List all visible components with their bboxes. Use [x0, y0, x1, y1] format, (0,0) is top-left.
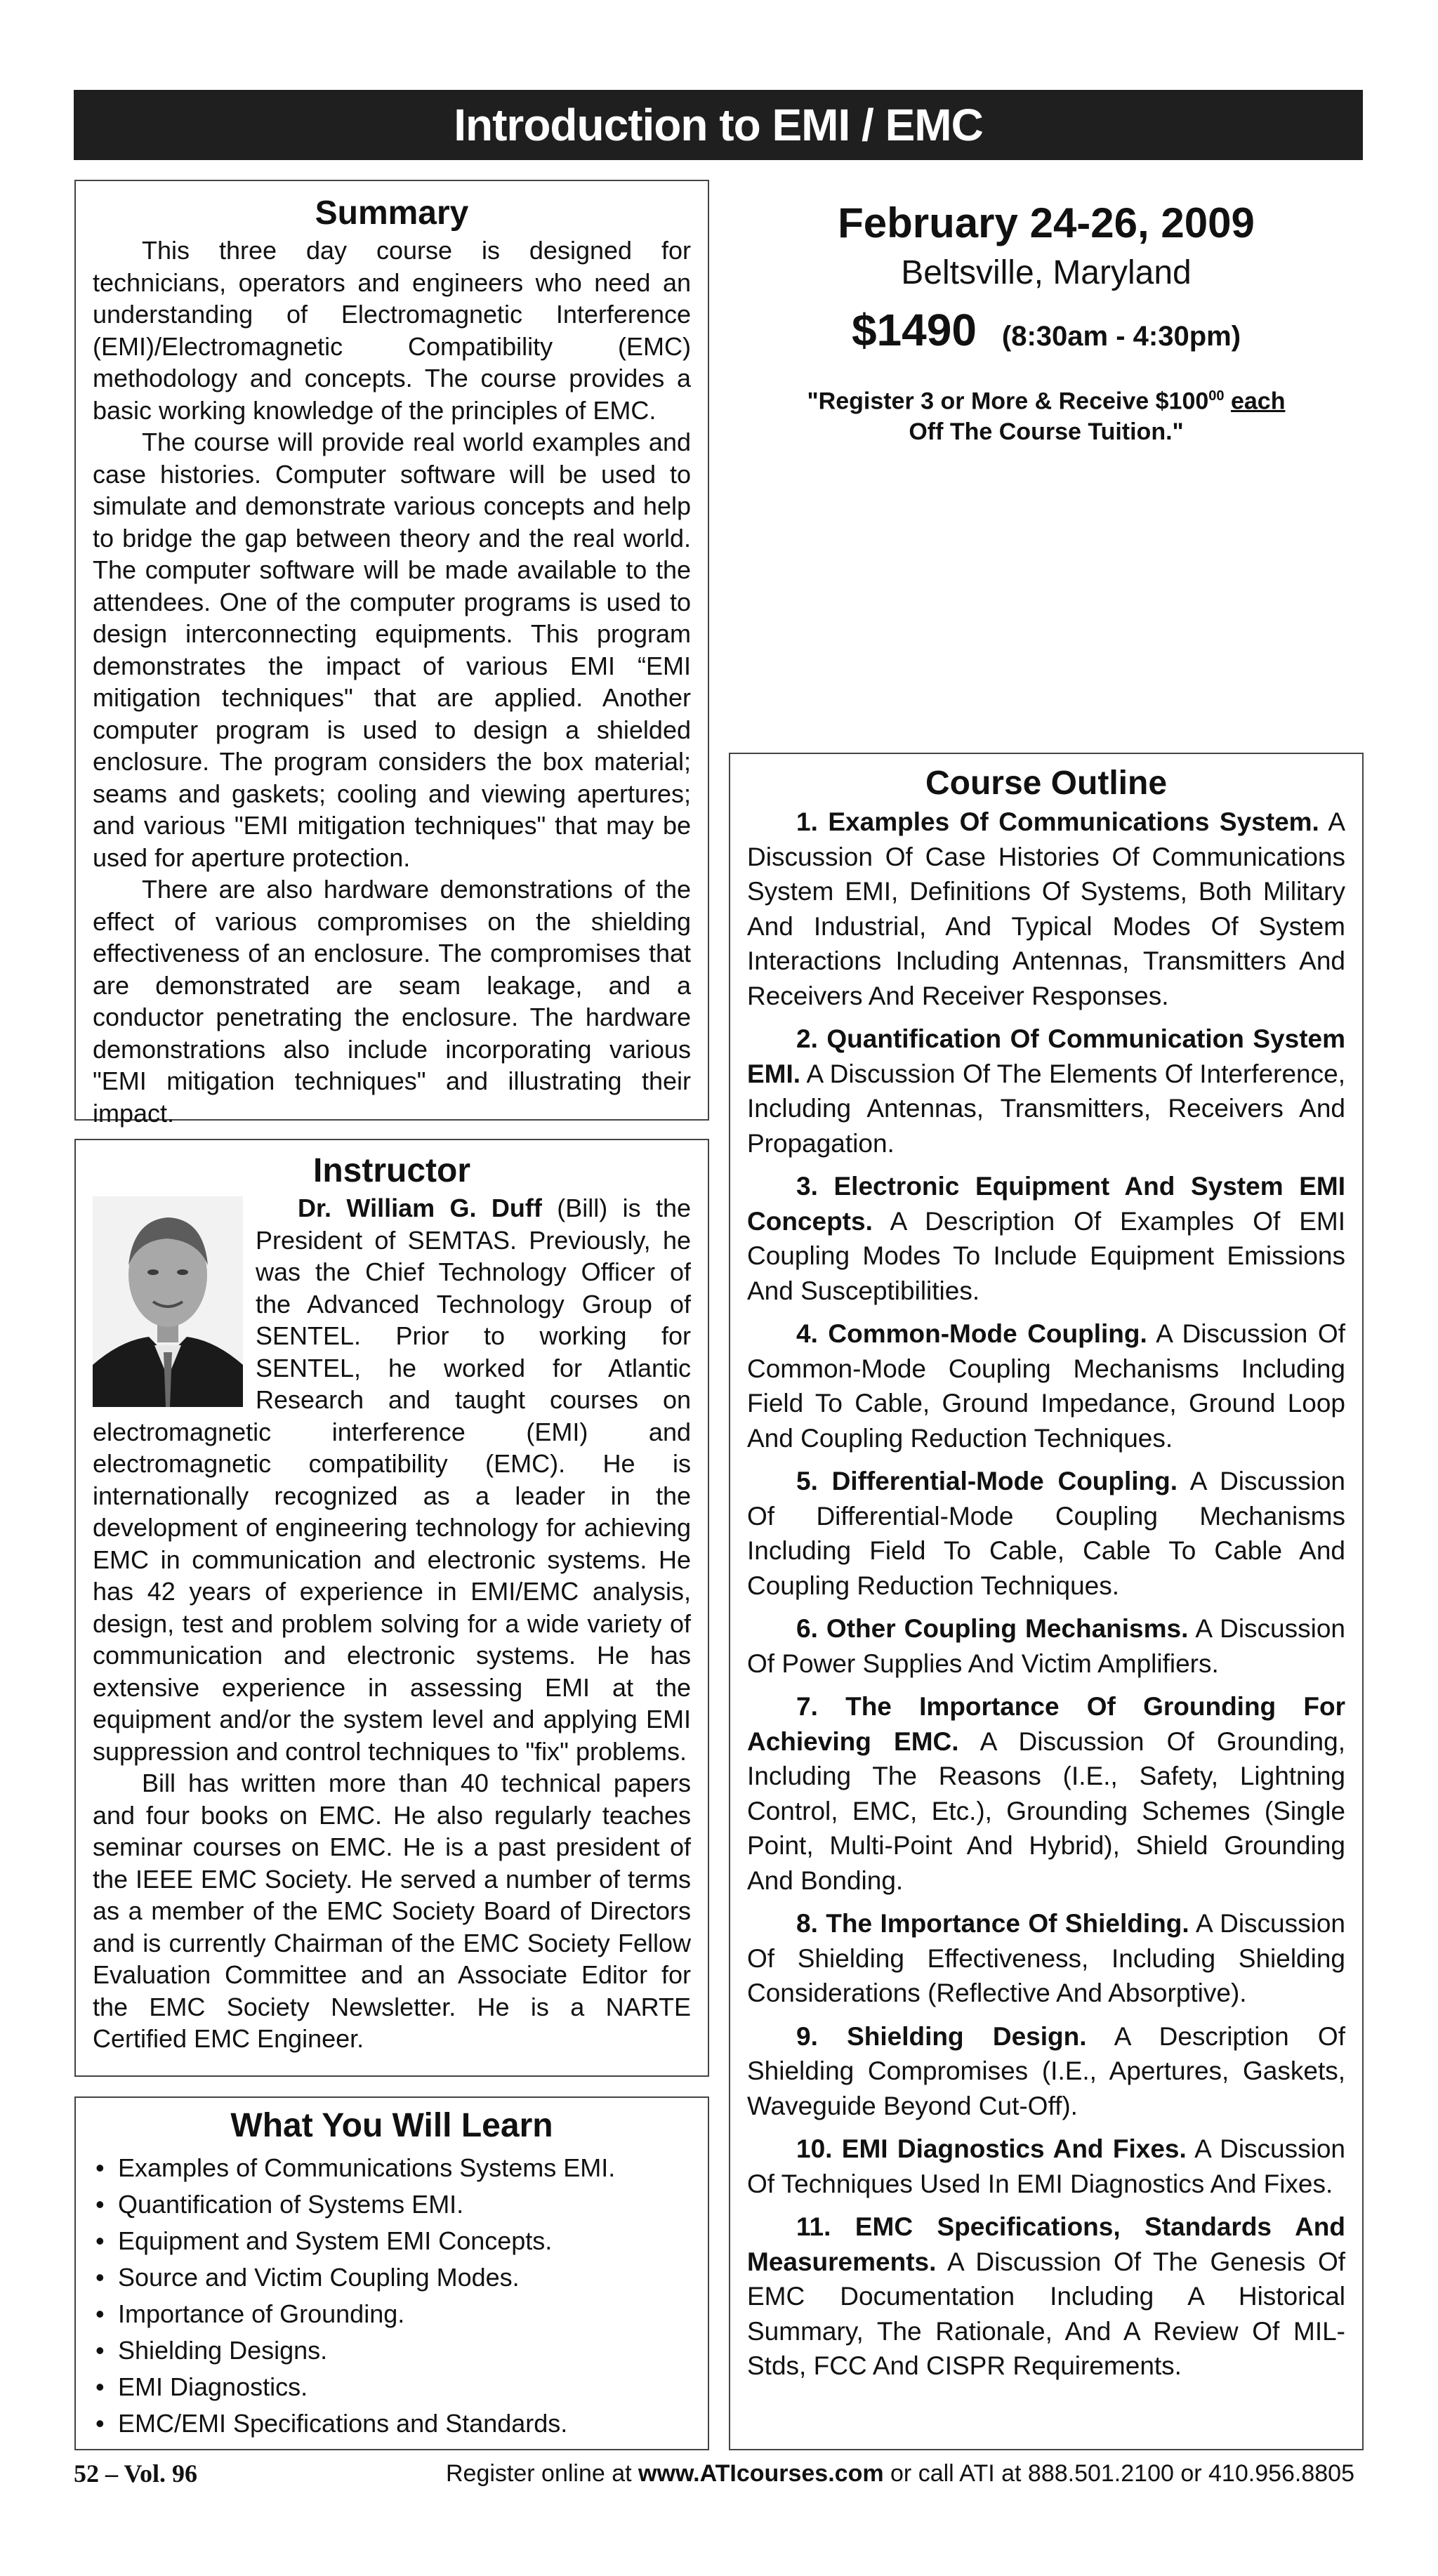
page-title: Introduction to EMI / EMC	[74, 90, 1363, 160]
page-number: 52	[74, 2459, 99, 2488]
learn-box	[74, 2096, 709, 2450]
list-item	[93, 2369, 691, 2405]
register-line	[446, 2456, 1354, 2491]
outline-item-text: A Description Of Examples Of EMI Coupling Modes To Include Equipment Emissions And Susceptibilities.	[747, 1206, 1345, 1305]
list-item	[93, 2296, 691, 2332]
instructor-bio	[93, 1192, 691, 1767]
promo-part2: Off The Course Tuition."	[909, 418, 1184, 446]
outline-item	[747, 1316, 1345, 1455]
website-link[interactable]: www.ATIcourses.com	[638, 2460, 884, 2487]
outline-item	[747, 2019, 1345, 2124]
outline-item-heading: 9. Shielding Design.	[796, 2021, 1087, 2051]
bullet-icon: •	[95, 2372, 105, 2401]
outline-item-text: A Discussion Of Case Histories Of Communications System EMI, Definitions Of Systems, Both Military And Industrial, And Typical Modes Of System Interactions Including Antennas, Transmitters And Receivers And Receiver Responses.	[747, 807, 1345, 1010]
instructor-box	[74, 1139, 709, 2077]
outline-item-heading: 4. Common-Mode Coupling.	[796, 1319, 1147, 1348]
learn-item-text: Importance of Grounding.	[118, 2299, 405, 2328]
event-date: February 24-26, 2009	[838, 199, 1255, 246]
price-row	[729, 302, 1364, 371]
instructor-title: Instructor	[312, 1152, 470, 1189]
learn-item-text: EMC/EMI Specifications and Standards.	[118, 2409, 568, 2438]
outline-item-text: A Discussion Of The Genesis Of EMC Documentation Including A Historical Summary, The Rationale, And A Review Of MIL-Stds, FCC And CISPR Requirements.	[747, 2247, 1345, 2380]
register-prefix: Register online at	[446, 2460, 639, 2487]
outline-item-text: A Discussion Of Techniques Used In EMI Diagnostics And Fixes.	[747, 2134, 1345, 2198]
learn-item-text: Equipment and System EMI Concepts.	[118, 2226, 553, 2255]
outline-item-text: A Discussion Of Grounding, Including The Reasons (I.E., Safety, Lightning Control, EMC, Etc.), Grounding Schemes (Single Point, Multi-Point And Hybrid), Shield Grounding And Bonding.	[747, 1726, 1345, 1895]
summary-paragraph: This three day course is designed for technicians, operators and engineers who need an understanding of Electromagnetic Interference (EMI)/Electromagnetic Compatibility (EMC) methodology and concepts. The course provides a basic working knowledge of the principles of EMC.	[93, 236, 691, 425]
volume-label: – Vol. 96	[99, 2459, 198, 2488]
list-item	[93, 2186, 691, 2223]
bullet-icon: •	[95, 2226, 105, 2255]
summary-paragraph: The course will provide real world examples and case histories. Computer software will be used to simulate and demonstrate various concepts and help to bridge the gap between theory and the real world. The computer software will be made available to the attendees. One of the computer programs is used to design interconnecting equipments. This program demonstrates the impact of various EMI “EMI mitigation techniques" that are applied. Another computer program is used to design a shielded enclosure. The program considers the box material; seams and gaskets; cooling and viewing apertures; and various "EMI mitigation techniques" that may be used for aperture protection.	[93, 428, 691, 872]
outline-item-heading: 2. Quantification Of Communication System EMI.	[747, 1024, 1345, 1088]
outline-item-text: A Discussion Of Common-Mode Coupling Mechanisms Including Field To Cable, Ground Impedance, Ground Loop And Coupling Reduction Techniques.	[747, 1319, 1345, 1453]
outline-item-text: A Discussion Of Power Supplies And Victim Amplifiers.	[747, 1614, 1345, 1678]
learn-item-text: EMI Diagnostics.	[118, 2372, 308, 2401]
outline-item-heading: 6. Other Coupling Mechanisms.	[796, 1614, 1189, 1643]
outline-item-heading: 10. EMI Diagnostics And Fixes.	[796, 2134, 1187, 2163]
learn-list	[93, 2150, 691, 2442]
bullet-icon: •	[95, 2263, 105, 2292]
outline-item-heading: 3. Electronic Equipment And System EMI Concepts.	[747, 1172, 1345, 1236]
outline-item	[747, 1022, 1345, 1161]
event-location: Beltsville, Maryland	[901, 254, 1192, 291]
bullet-icon: •	[95, 2336, 105, 2365]
outline-title: Course Outline	[925, 765, 1168, 802]
list-item	[93, 2259, 691, 2296]
summary-title: Summary	[315, 194, 469, 232]
outline-item	[747, 1611, 1345, 1681]
instructor-bio-2: Bill has written more than 40 technical papers and four books on EMC. He also regularly teaches seminar courses on EMC. He is a past president of the IEEE EMC Society. He served a number of terms as a member of the EMC Society Board of Directors and is currently Chairman of the EMC Society Fellow Evaluation Committee and an Associate Editor for the EMC Society Newsletter. He is a NARTE Certified EMC Engineer.	[93, 1769, 691, 2053]
page-footer	[74, 2456, 1363, 2491]
learn-item-text: Examples of Communications Systems EMI.	[118, 2153, 616, 2182]
outline-item	[747, 2132, 1345, 2201]
register-suffix: or call ATI at 888.501.2100 or 410.956.8805	[883, 2460, 1354, 2487]
outline-item-heading: 8. The Importance Of Shielding.	[796, 1909, 1189, 1938]
outline-item	[747, 1464, 1345, 1603]
outline-item-text: A Discussion Of Shielding Effectiveness, Including Shielding Considerations (Reflective And Absorptive).	[747, 1909, 1345, 2007]
learn-title: What You Will Learn	[230, 2107, 553, 2144]
outline-item	[747, 1169, 1345, 1308]
outline-item-heading: 5. Differential-Mode Coupling.	[796, 1467, 1178, 1495]
outline-item-text: A Discussion Of The Elements Of Interference, Including Antennas, Transmitters, Receivers And Propagation.	[747, 1059, 1345, 1158]
event-info	[729, 197, 1364, 447]
list-item	[93, 2223, 691, 2259]
course-time: (8:30am - 4:30pm)	[1001, 321, 1241, 352]
promo-part1: "Register 3 or More & Receive $100	[807, 388, 1209, 415]
outline-item	[747, 2210, 1345, 2384]
course-outline-box	[729, 753, 1364, 2450]
bullet-icon: •	[95, 2409, 105, 2438]
summary-paragraph: There are also hardware demonstrations of the effect of various compromises on the shielding effectiveness of an enclosure. The compromises that are demonstrated are seam leakage, and a conductor penetrating the enclosure. The hardware demonstrations also include incorporating various "EMI mitigation techniques" and illustrating their impact.	[93, 875, 691, 1128]
learn-item-text: Shielding Designs.	[118, 2336, 328, 2365]
bullet-icon: •	[95, 2299, 105, 2328]
list-item	[93, 2332, 691, 2369]
page-number-group	[74, 2456, 197, 2491]
bullet-icon: •	[95, 2153, 105, 2182]
outline-item-text: A Discussion Of Differential-Mode Coupling Mechanisms Including Field To Cable, Cable To Cable And Coupling Reduction Techniques.	[747, 1467, 1345, 1600]
promo-each: each	[1230, 388, 1286, 415]
outline-item	[747, 1906, 1345, 2011]
outline-item-text: A Description Of Shielding Compromises (I.E., Apertures, Gaskets, Waveguide Beyond Cut-Off).	[747, 2021, 1345, 2120]
summary-box	[74, 180, 709, 1128]
outline-item-heading: 7. The Importance Of Grounding For Achieving EMC.	[747, 1692, 1345, 1756]
instructor-photo	[93, 1196, 243, 1407]
outline-item	[747, 805, 1345, 1013]
instructor-bio-text: (Bill) is the President of SEMTAS. Previously, he was the Chief Technology Officer of the Advanced Technology Group of SENTEL. Prior to working for SENTEL, he worked for Atlantic Research and taught courses on electromagnetic interference (EMI) and electromagnetic compatibility (EMC). He is internationally recognized as a leader in the development of engineering technology for achieving EMC in communication and electronic systems. He has 42 years of experience in EMI/EMC analysis, design, test and problem solving for a wide variety of communication and electronic systems. He has extensive experience in assessing EMI at the equipment and/or the system level and applying EMI suppression and control techniques to "fix" problems.	[93, 1194, 692, 1766]
promo-text	[729, 381, 1364, 447]
outline-item	[747, 1689, 1345, 1898]
list-item	[93, 2150, 691, 2186]
instructor-name: Dr. William G. Duff	[298, 1194, 542, 1222]
promo-cents: 00	[1208, 388, 1225, 404]
outline-item-heading: 1. Examples Of Communications System.	[796, 807, 1319, 836]
bullet-icon: •	[95, 2190, 105, 2219]
learn-item-text: Source and Victim Coupling Modes.	[118, 2263, 520, 2292]
course-price: $1490	[851, 305, 977, 355]
learn-item-text: Quantification of Systems EMI.	[118, 2190, 464, 2219]
outline-item-heading: 11. EMC Specifications, Standards And Measurements.	[747, 2212, 1345, 2276]
list-item	[93, 2405, 691, 2442]
